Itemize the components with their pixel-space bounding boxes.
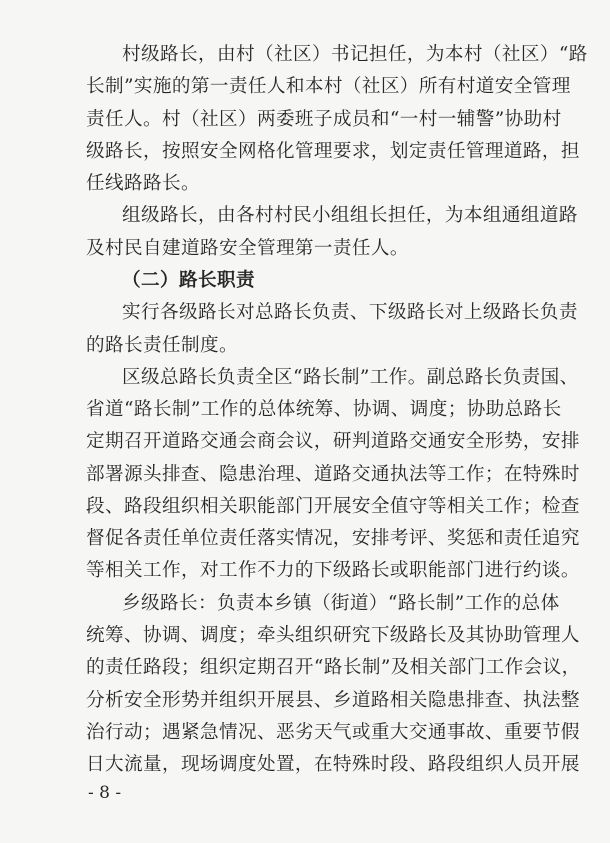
- text-line: 实行各级路长对总路长负责、下级路长对上级路长负责: [122, 302, 578, 324]
- text-line: 组级路长，由各村村民小组组长担任，为本组通组道路: [122, 205, 578, 227]
- section-heading: （二）路长职责: [122, 269, 255, 291]
- text-line: 的责任路段；组织定期召开“路长制”及相关部门工作会议，: [86, 657, 581, 679]
- text-line: 等相关工作，对工作不力的下级路长或职能部门进行约谈。: [86, 560, 580, 582]
- text-line: 督促各责任单位责任落实情况，安排考评、奖惩和责任追究: [86, 528, 580, 550]
- text-line: 统筹、协调、调度；牵头组织研究下级路长及其协助管理人: [86, 624, 580, 646]
- text-line: 的路长责任制度。: [86, 334, 238, 356]
- text-line: 治行动；遇紧急情况、恶劣天气或重大交通事故、重要节假: [86, 721, 580, 743]
- text-line: 分析安全形势并组织开展县、乡道路相关隐患排查、执法整: [86, 689, 580, 711]
- text-line: 责任人。村（社区）两委班子成员和“一村一辅警”协助村: [86, 108, 562, 130]
- text-line: 区级总路长负责全区“路长制”工作。副总路长负责国、: [122, 366, 579, 388]
- text-line: 长制”实施的第一责任人和本村（社区）所有村道安全管理: [86, 76, 571, 98]
- text-line: 省道“路长制”工作的总体统筹、协调、调度；协助总路长: [86, 399, 562, 420]
- text-line: 定期召开道路交通会商会议，研判道路交通安全形势，安排: [86, 431, 580, 453]
- text-line: 部署源头排查、隐患治理、道路交通执法等工作；在特殊时: [86, 463, 580, 485]
- page-number: - 8 -: [88, 783, 122, 803]
- text-line: 乡级路长：负责本乡镇（街道）“路长制”工作的总体: [122, 592, 560, 614]
- text-line: 日大流量，现场调度处置，在特殊时段、路段组织人员开展: [86, 754, 580, 775]
- text-line: 村级路长，由村（社区）书记担任，为本村（社区）“路: [122, 44, 588, 65]
- text-line: 段、路段组织相关职能部门开展安全值守等相关工作；检查: [86, 495, 580, 517]
- text-line: 及村民自建道路安全管理第一责任人。: [86, 237, 409, 259]
- text-line: 任线路路长。: [86, 173, 200, 195]
- text-line: 级路长，按照安全网格化管理要求，划定责任管理道路，担: [86, 140, 580, 162]
